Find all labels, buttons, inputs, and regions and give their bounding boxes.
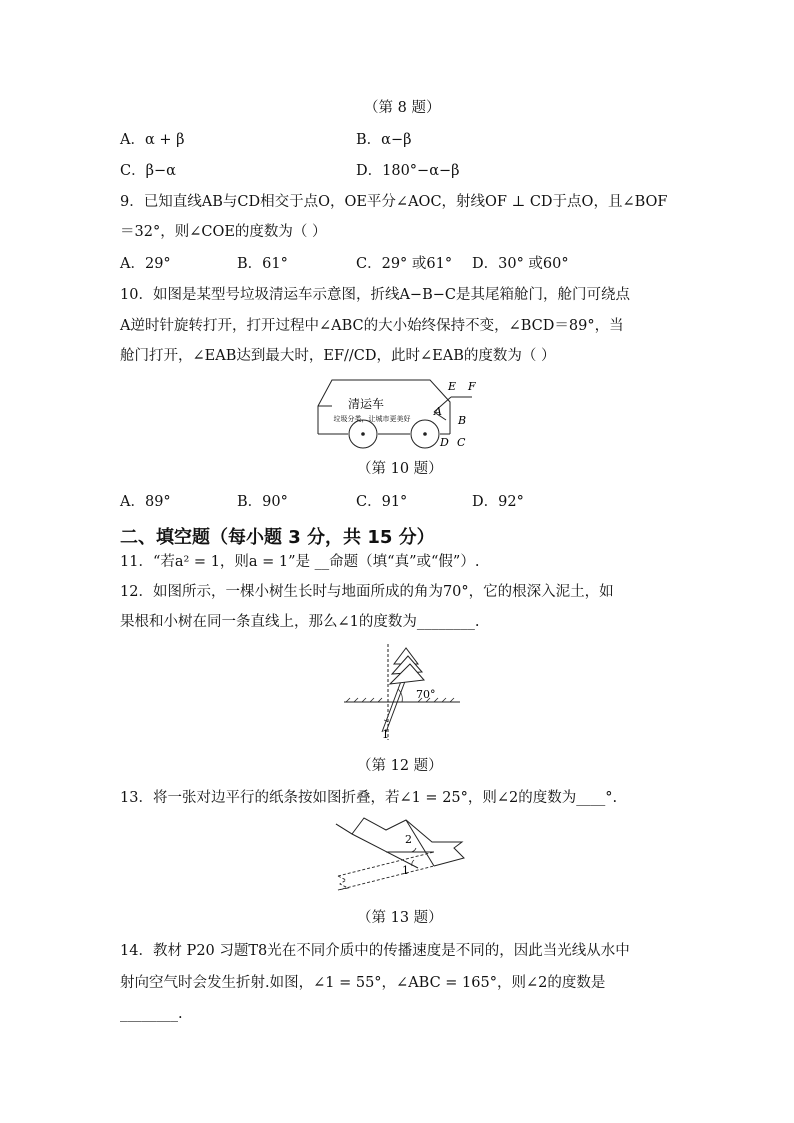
- label-d: D: [440, 436, 449, 449]
- q9-option-a: A．29°: [120, 256, 171, 272]
- q13-caption: （第 13 题）: [357, 910, 443, 926]
- truck-title: 清运车: [347, 397, 385, 411]
- q11-text: 11．“若a² = 1，则a = 1”是 __命题（填“真”或“假”）.: [120, 554, 480, 570]
- q10-text-line1: 10．如图是某型号垃圾清运车示意图，折线A−B−C是其尾箱舱门，舱门可绕点: [120, 287, 630, 303]
- q10-text-line2: A逆时针旋转打开，打开过程中∠ABC的大小始终保持不变，∠BCD＝89°，当: [120, 318, 624, 334]
- q10-text-line3: 舱门打开，∠EAB达到最大时，EF//CD，此时∠EAB的度数为（ ）: [120, 348, 556, 364]
- q14-text-line3: ________.: [120, 1006, 183, 1022]
- q9-option-d: D．30° 或60°: [472, 256, 569, 272]
- angle-70-label: 70°: [416, 688, 436, 701]
- q10-option-a: A．89°: [120, 494, 171, 510]
- angle-2-label: 2: [405, 833, 412, 846]
- q10-caption: （第 10 题）: [357, 461, 443, 477]
- q10-option-b: B．90°: [237, 494, 288, 510]
- label-b: B: [458, 414, 467, 427]
- q12-tree-figure: [344, 642, 460, 744]
- q9-option-b: B．61°: [237, 256, 288, 272]
- q10-option-d: D．92°: [472, 494, 524, 510]
- q8-caption: （第 8 题）: [364, 100, 441, 116]
- angle-1-label: 1: [402, 864, 409, 877]
- q8-option-c: C．β−α: [120, 163, 176, 179]
- q8-option-a: A．α + β: [120, 132, 185, 148]
- section-heading: 二、填空题（每小题 3 分，共 15 分）: [120, 527, 435, 548]
- q14-text-line1: 14．教材 P20 习题T8光在不同介质中的传播速度是不同的，因此当光线从水中: [120, 943, 630, 959]
- q10-truck-figure: [310, 372, 490, 452]
- q9-text-line2: ＝32°，则∠COE的度数为（ ）: [120, 224, 327, 240]
- q12-caption: （第 12 题）: [357, 758, 443, 774]
- q13-folded-strip-figure: [330, 812, 470, 896]
- q9-text-line1: 9．已知直线AB与CD相交于点O，OE平分∠AOC，射线OF ⊥ CD于点O，且∠BOF: [120, 194, 668, 210]
- q8-option-b: B．α−β: [356, 132, 412, 148]
- q12-text-line2: 果根和小树在同一条直线上，那么∠1的度数为________.: [120, 614, 480, 630]
- label-f: F: [468, 380, 476, 393]
- q8-option-d: D．180°−α−β: [356, 163, 460, 179]
- truck-slogan: 垃圾分类，让城市更美好: [333, 415, 411, 423]
- q9-option-c: C．29° 或61°: [356, 256, 453, 272]
- label-c: C: [457, 436, 466, 449]
- q10-option-c: C．91°: [356, 494, 408, 510]
- angle-1-label: 1: [382, 728, 389, 741]
- q13-text: 13．将一张对边平行的纸条按如图折叠，若∠1 = 25°，则∠2的度数为____°.: [120, 790, 618, 806]
- q14-text-line2: 射向空气时会发生折射.如图，∠1 = 55°，∠ABC = 165°，则∠2的度数是: [120, 975, 606, 991]
- label-a: A: [434, 405, 442, 418]
- q12-text-line1: 12．如图所示，一棵小树生长时与地面所成的角为70°，它的根深入泥土，如: [120, 584, 614, 600]
- label-e: E: [448, 380, 457, 393]
